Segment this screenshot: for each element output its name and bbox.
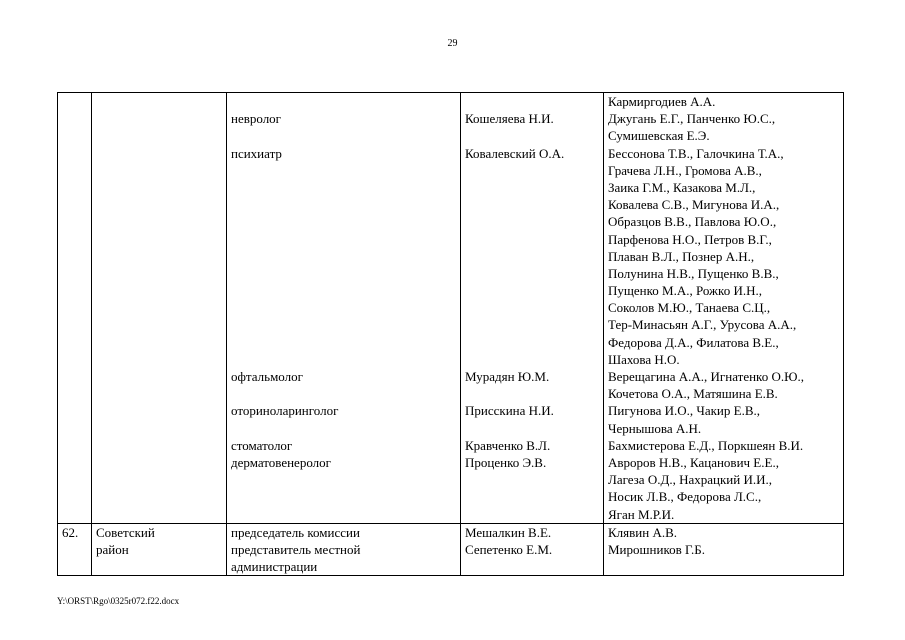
specialty-label: оториноларинголог [231, 403, 339, 419]
spacer-line [465, 213, 600, 230]
spacer-line [231, 471, 457, 488]
member-line: Тер-Минасьян А.Г., Урусова А.А., [608, 317, 797, 333]
table-row [58, 523, 844, 576]
spacer-line [231, 196, 457, 213]
spacer-line [465, 162, 600, 179]
specialty-label: психиатр [231, 145, 282, 161]
spacer-line [465, 265, 600, 282]
page-number: 29 [447, 38, 458, 49]
spacer-line [231, 127, 457, 144]
member-line: Сумишевская Е.Э. [608, 128, 710, 144]
member-line: Заика Г.М., Казакова М.Л., [608, 179, 756, 195]
spacer-line [465, 506, 600, 523]
spacer-line [231, 282, 457, 299]
chair-line: Сепетенко Е.М. [465, 541, 553, 557]
member-line: Кармиргодиев А.А. [608, 94, 716, 109]
number-cell [58, 93, 92, 524]
role-cell [227, 93, 461, 524]
member-line: Полунина Н.В., Пущенко В.В., [608, 265, 779, 281]
members-cell [604, 93, 844, 524]
specialty-label: офтальмолог [231, 369, 303, 384]
member-line: Авроров Н.В., Кацанович Е.Е., [608, 454, 779, 470]
commission-table [57, 92, 844, 576]
district-line: Советский [96, 524, 155, 540]
spacer-line [231, 316, 457, 333]
member-line: Парфенова Н.О., Петров В.Г., [608, 231, 772, 247]
spacer-line [465, 196, 600, 213]
member-line: Плаван В.Л., Познер А.Н., [608, 248, 755, 264]
chair-name: Мурадян Ю.М. [465, 369, 550, 384]
spacer-line [465, 179, 600, 196]
member-line: Пигунова И.О., Чакир Е.В., [608, 403, 761, 419]
role-line: администрации [231, 559, 318, 575]
spacer-line [465, 299, 600, 316]
chair-name: Кравченко В.Л. [465, 437, 551, 453]
member-line: Шахова Н.О. [608, 351, 680, 367]
district-cell [92, 93, 227, 524]
spacer-line [465, 351, 600, 368]
member-line: Джугань Е.Г., Панченко Ю.С., [608, 111, 776, 127]
spacer-line [465, 282, 600, 299]
spacer-line [465, 471, 600, 488]
spacer-line [465, 334, 600, 351]
chair-name: Проценко Э.В. [465, 454, 547, 470]
member-line: Образцов В.В., Павлова Ю.О., [608, 214, 777, 230]
spacer-line [231, 334, 457, 351]
member-line: Носик Л.В., Федорова Л.С., [608, 489, 762, 505]
spacer-line [231, 179, 457, 196]
specialty-label: невролог [231, 111, 282, 127]
member-line: Бахмистерова Е.Д., Поркшеян В.И. [608, 437, 804, 453]
member-line: Чернышова А.Н. [608, 420, 702, 436]
spacer-line [231, 351, 457, 368]
district-cell [92, 523, 227, 576]
member-line: Клявин А.В. [608, 524, 677, 540]
role-line: представитель местной [231, 541, 361, 557]
spacer-line [231, 488, 457, 505]
role-cell [227, 523, 461, 576]
spacer-line [465, 488, 600, 505]
spacer-line [231, 213, 457, 230]
member-line: Ковалева С.В., Мигунова И.А., [608, 197, 780, 213]
spacer-line [465, 127, 600, 144]
district-line: район [96, 541, 129, 557]
spacer-line [231, 265, 457, 282]
spacer-line [231, 420, 457, 437]
members-cell [604, 523, 844, 576]
spacer-line [465, 385, 600, 402]
chair-name [465, 93, 600, 110]
member-line: Соколов М.Ю., Танаева С.Ц., [608, 300, 771, 316]
spacer-line [465, 420, 600, 437]
spacer-line [465, 248, 600, 265]
spacer-line [231, 385, 457, 402]
member-line: Грачева Л.Н., Громова А.В., [608, 162, 762, 178]
member-line: Кочетова О.А., Матяшина Е.В. [608, 386, 778, 402]
specialty-label [231, 93, 457, 110]
number-cell: 62. [58, 523, 92, 576]
chair-cell [461, 93, 604, 524]
chair-name: Ковалевский О.А. [465, 145, 565, 161]
spacer-line [231, 299, 457, 316]
specialty-label: стоматолог [231, 437, 293, 453]
spacer-line [465, 316, 600, 333]
member-line: Мирошников Г.Б. [608, 541, 705, 557]
spacer-line [465, 231, 600, 248]
spacer-line [231, 248, 457, 265]
member-line: Лагеза О.Д., Нахрацкий И.И., [608, 472, 772, 488]
spacer-line [231, 506, 457, 523]
role-line: председатель комиссии [231, 524, 360, 540]
member-line: Пущенко М.А., Рожко И.Н., [608, 283, 762, 299]
member-line: Бессонова Т.В., Галочкина Т.А., [608, 145, 784, 161]
member-line: Яган М.Р.И. [608, 506, 675, 522]
footer-file-path: Y:\ORST\Rgo\0325r072.f22.docx [57, 596, 180, 606]
spacer-line [231, 162, 457, 179]
specialty-label: дерматовенеролог [231, 454, 331, 470]
chair-cell [461, 523, 604, 576]
chair-line: Мешалкин В.Е. [465, 524, 552, 540]
spacer-line [231, 231, 457, 248]
member-line: Федорова Д.А., Филатова В.Е., [608, 334, 779, 350]
chair-name: Присскина Н.И. [465, 403, 554, 419]
chair-name: Кошеляева Н.И. [465, 111, 554, 127]
table-row [58, 93, 844, 524]
member-line: Верещагина А.А., Игнатенко О.Ю., [608, 369, 804, 384]
